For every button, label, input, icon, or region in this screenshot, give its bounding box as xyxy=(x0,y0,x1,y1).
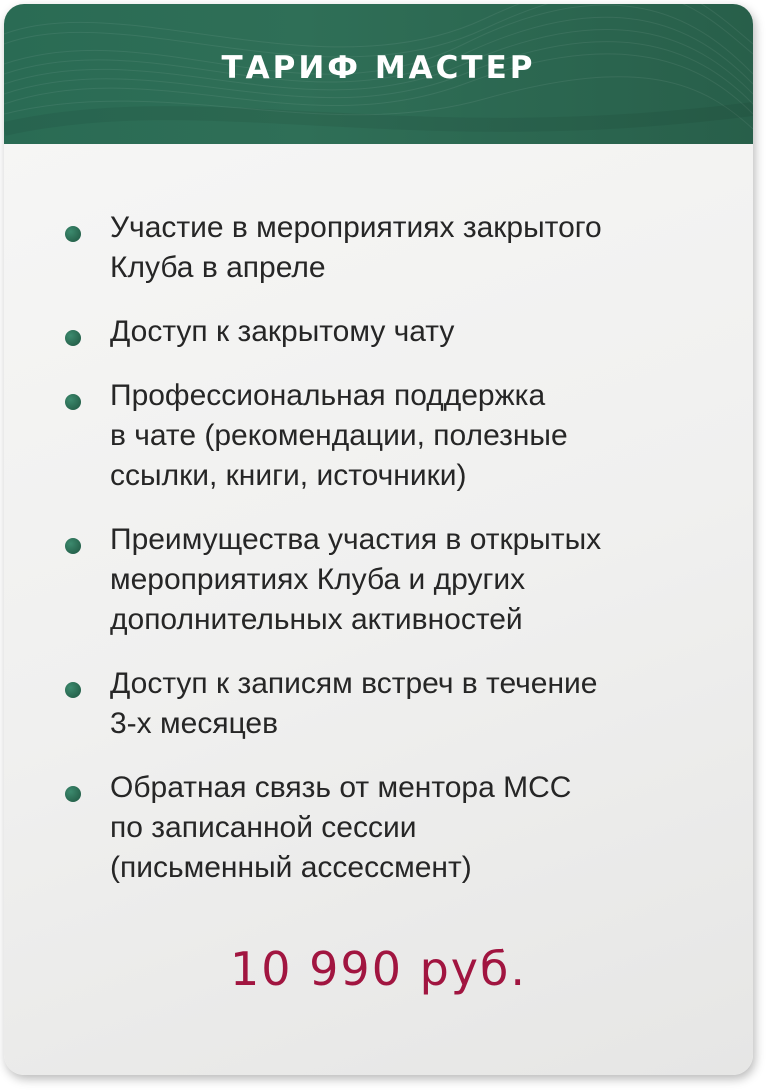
feature-list xyxy=(4,208,710,912)
list-item xyxy=(4,768,710,888)
list-item xyxy=(4,208,710,288)
feature-text: Доступ к записям встреч в течение 3-х месяцев xyxy=(110,667,598,740)
green-dot-icon xyxy=(65,330,81,346)
feature-text: Преимущества участия в открытых мероприятиях Клуба и других дополнительных активностей xyxy=(110,523,602,636)
card-header xyxy=(4,4,753,144)
green-dot-icon xyxy=(65,786,81,802)
feature-text: Профессиональная поддержка в чате (рекомендации, полезные ссылки, книги, источники) xyxy=(110,379,568,492)
feature-text: Участие в мероприятиях закрытого Клуба в апреле xyxy=(110,211,602,284)
green-dot-icon xyxy=(65,226,81,242)
list-item xyxy=(4,664,710,744)
price-label: 10 990 руб. xyxy=(230,942,527,996)
feature-text: Доступ к закрытому чату xyxy=(110,315,455,348)
list-item xyxy=(4,376,710,496)
green-dot-icon xyxy=(65,682,81,698)
feature-text: Обратная связь от ментора MCC по записанной сессии (письменный ассессмент) xyxy=(110,771,572,884)
green-dot-icon xyxy=(65,394,81,410)
tariff-title: ТАРИФ МАСТЕР xyxy=(221,50,536,86)
tariff-card xyxy=(4,4,753,1075)
green-dot-icon xyxy=(65,538,81,554)
list-item xyxy=(4,520,710,640)
list-item xyxy=(4,312,710,352)
